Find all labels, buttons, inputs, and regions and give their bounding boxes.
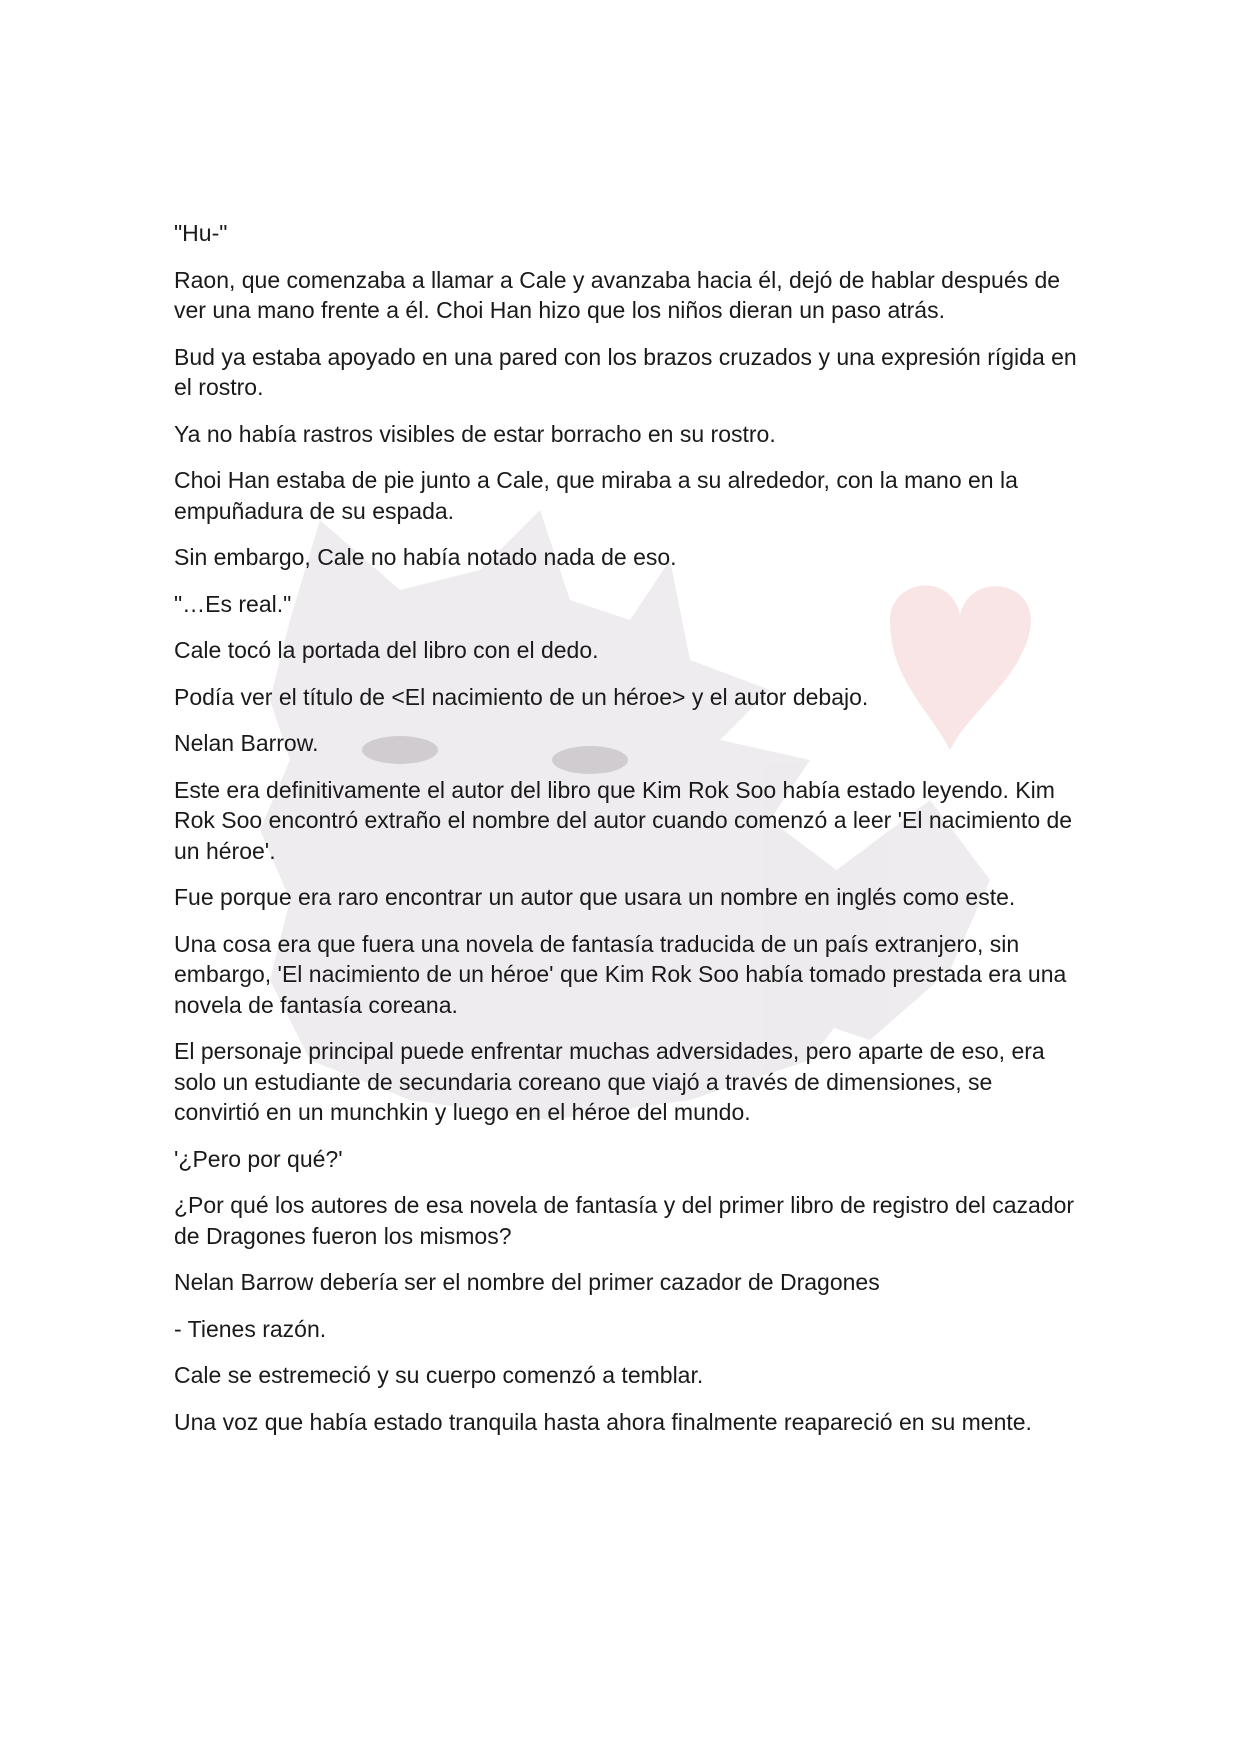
paragraph: Podía ver el título de <El nacimiento de un héroe> y el autor debajo. xyxy=(174,683,869,710)
paragraph: Choi Han estaba de pie junto a Cale, que miraba a su alrededor, con la mano en la empuñadura de su espada. xyxy=(174,467,1018,524)
paragraph: Ya no había rastros visibles de estar borracho en su rostro. xyxy=(174,420,776,447)
paragraph: Raon, que comenzaba a llamar a Cale y avanzaba hacia él, dejó de hablar después de ver una mano frente a él. Choi Han hizo que los niños dieran un paso atrás. xyxy=(174,266,1061,323)
paragraph: Una voz que había estado tranquila hasta ahora finalmente reapareció en su mente. xyxy=(174,1408,1032,1435)
paragraph: '¿Pero por qué?' xyxy=(174,1145,343,1172)
paragraph: Nelan Barrow. xyxy=(174,730,319,756)
paragraph: - Tienes razón. xyxy=(174,1315,327,1342)
paragraph: Una cosa era que fuera una novela de fantasía traducida de un país extranjero, sin embargo, 'El nacimiento de un héroe' que Kim Rok Soo había tomado prestada era una novela de fantasía coreana. xyxy=(174,930,1067,1018)
paragraph: Nelan Barrow debería ser el nombre del primer cazador de Dragones xyxy=(174,1269,880,1295)
document-body xyxy=(174,218,1084,1453)
paragraph: Sin embargo, Cale no había notado nada de eso. xyxy=(174,544,677,570)
paragraph: Cale tocó la portada del libro con el dedo. xyxy=(174,637,599,663)
paragraph: Bud ya estaba apoyado en una pared con los brazos cruzados y una expresión rígida en el rostro. xyxy=(174,343,1077,400)
paragraph: Cale se estremeció y su cuerpo comenzó a temblar. xyxy=(174,1362,704,1388)
paragraph: Este era definitivamente el autor del libro que Kim Rok Soo había estado leyendo. Kim Rok Soo encontró extraño el nombre del autor cuando comenzó a leer 'El nacimiento de un héroe'. xyxy=(174,776,1073,864)
paragraph: ¿Por qué los autores de esa novela de fantasía y del primer libro de registro del cazador de Dragones fueron los mismos? xyxy=(174,1192,1075,1249)
paragraph: El personaje principal puede enfrentar muchas adversidades, pero aparte de eso, era solo un estudiante de secundaria coreano que viajó a través de dimensiones, se convirtió en un munchkin y luego en el héroe del mundo. xyxy=(174,1038,1045,1125)
paragraph: Fue porque era raro encontrar un autor que usara un nombre en inglés como este. xyxy=(174,884,1016,910)
paragraph: "Hu-" xyxy=(174,220,228,246)
paragraph: "…Es real." xyxy=(174,590,292,617)
